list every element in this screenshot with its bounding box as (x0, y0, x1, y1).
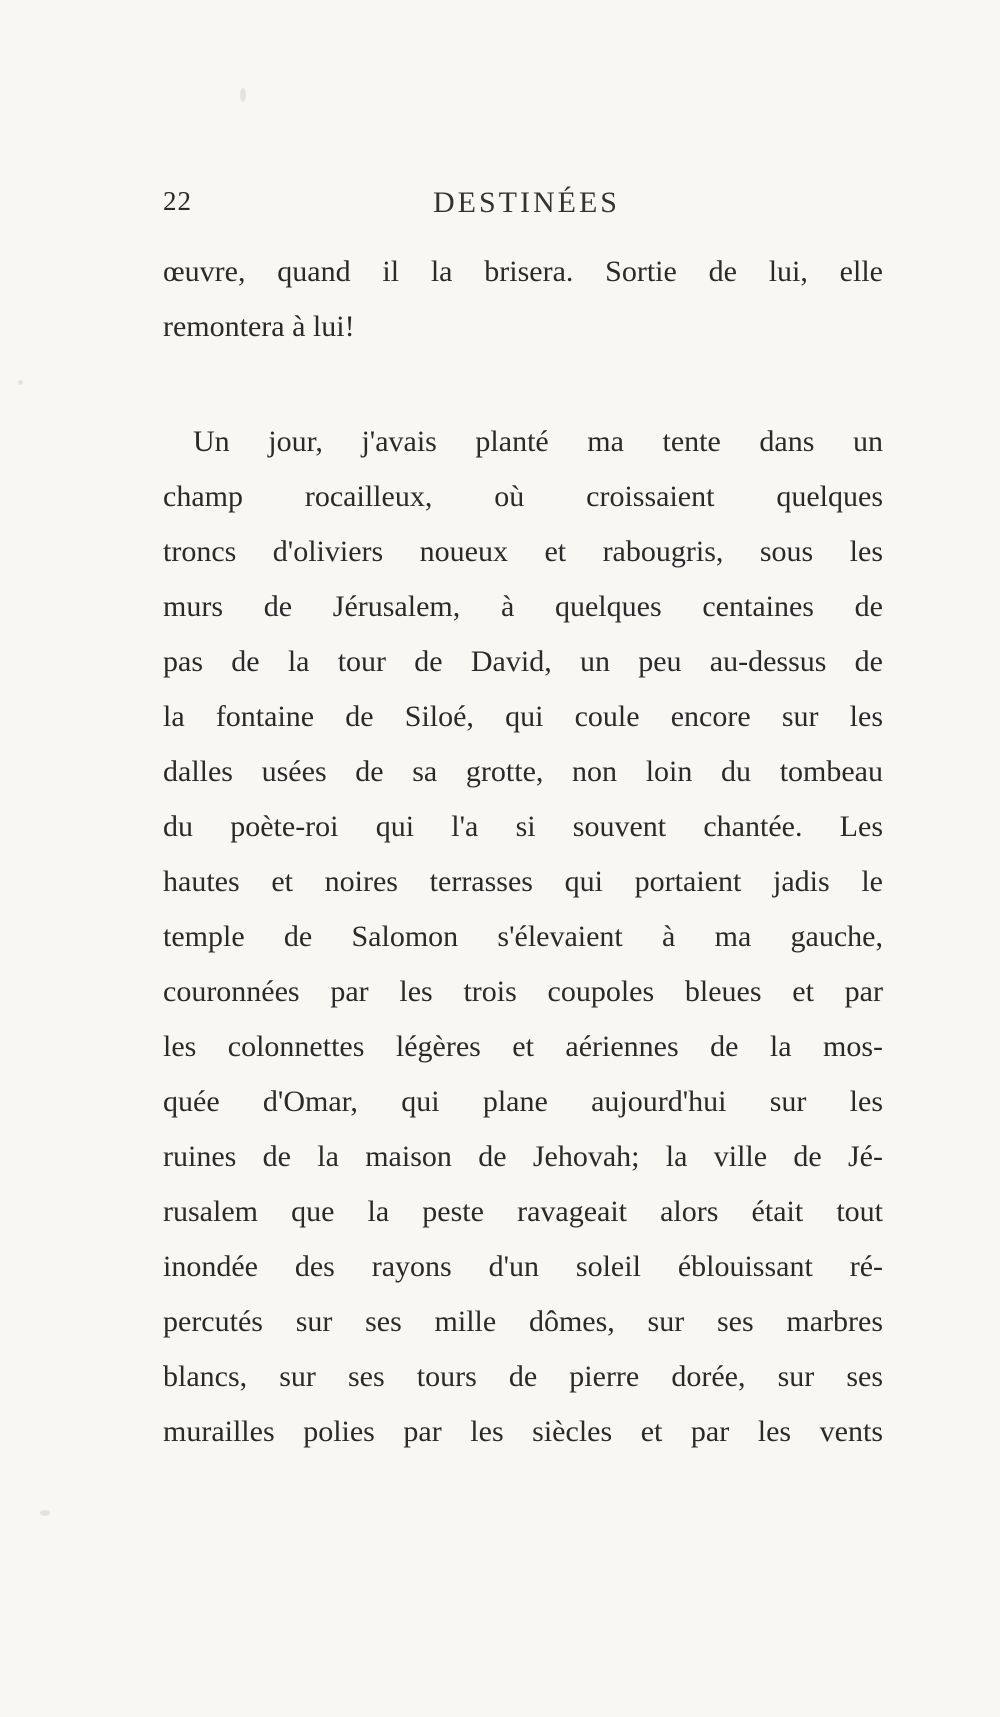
text-line: Un jour, j'avais planté ma tente dans un (193, 425, 883, 458)
text-line: rusalem que la peste ravageait alors était tout (163, 1195, 883, 1228)
text-line: blancs, sur ses tours de pierre dorée, sur ses (163, 1360, 883, 1393)
paper-speck (40, 1510, 50, 1516)
paper-speck (18, 380, 23, 385)
text-line: pas de la tour de David, un peu au-dessus de (163, 645, 883, 678)
text-line: du poète-roi qui l'a si souvent chantée. Les (163, 810, 883, 843)
text-line: murailles polies par les siècles et par les vents (163, 1415, 883, 1448)
text-line: troncs d'oliviers noueux et rabougris, sous les (163, 535, 883, 568)
text-line: percutés sur ses mille dômes, sur ses marbres (163, 1305, 883, 1338)
text-line: murs de Jérusalem, à quelques centaines de (163, 590, 883, 623)
text-line: champ rocailleux, où croissaient quelques (163, 480, 883, 513)
text-line: inondée des rayons d'un soleil éblouissant ré- (163, 1250, 883, 1283)
text-line: remontera à lui! (163, 310, 355, 343)
text-line: dalles usées de sa grotte, non loin du tombeau (163, 755, 883, 788)
text-line: ruines de la maison de Jehovah; la ville de Jé- (163, 1140, 883, 1173)
text-line: couronnées par les trois coupoles bleues et par (163, 975, 883, 1008)
text-line: œuvre, quand il la brisera. Sortie de lui, elle (163, 255, 883, 288)
paper-speck (240, 88, 246, 102)
page-number: 22 (163, 186, 192, 216)
text-line: quée d'Omar, qui plane aujourd'hui sur les (163, 1085, 883, 1118)
text-line: hautes et noires terrasses qui portaient jadis le (163, 865, 883, 898)
text-line: les colonnettes légères et aériennes de la mos- (163, 1030, 883, 1063)
text-line: temple de Salomon s'élevaient à ma gauche, (163, 920, 883, 953)
running-title: DESTINÉES (433, 186, 620, 219)
text-line: la fontaine de Siloé, qui coule encore sur les (163, 700, 883, 733)
running-header (163, 186, 883, 226)
